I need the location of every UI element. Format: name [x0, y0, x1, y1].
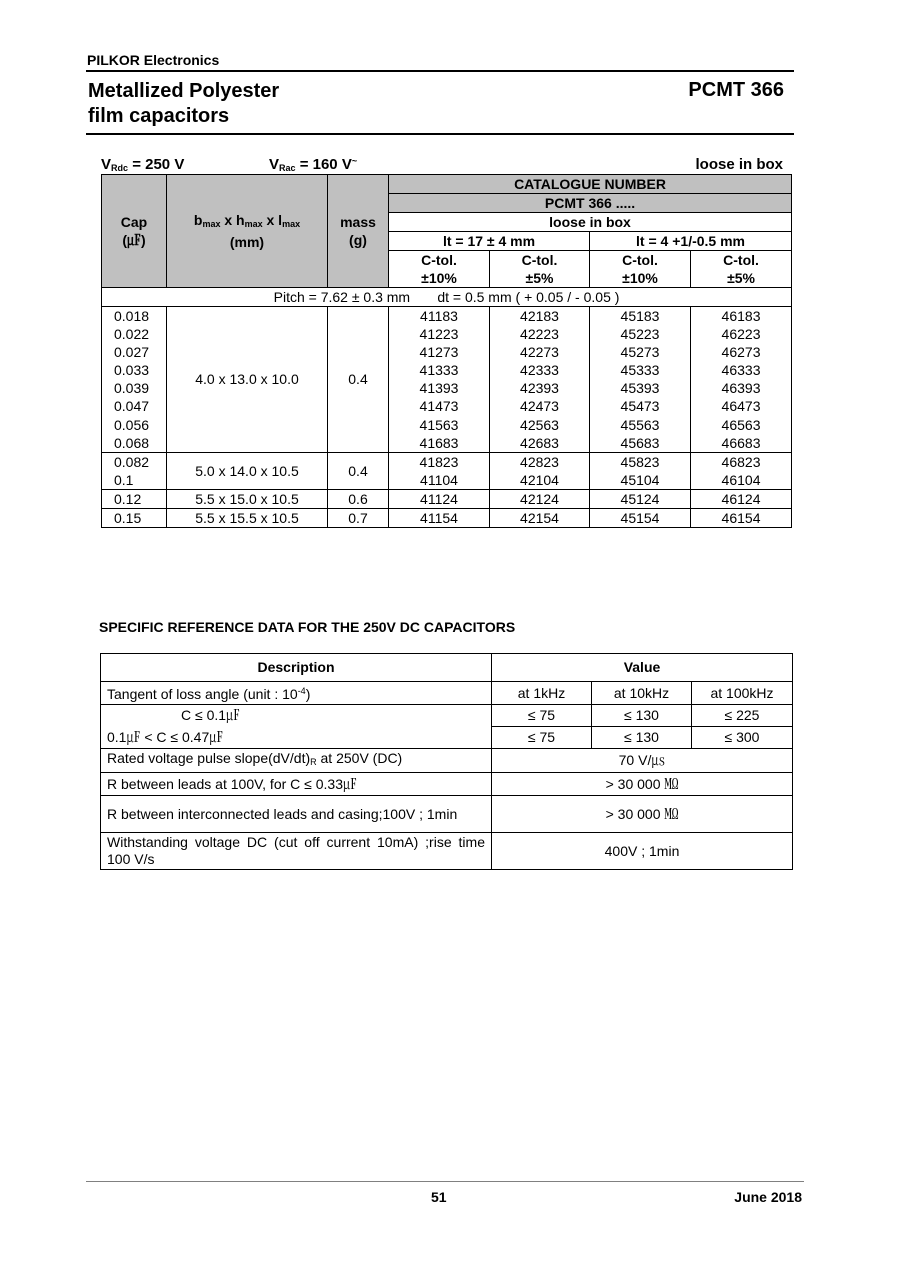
condition-1: C ≤ 0.1㎌	[101, 705, 492, 727]
freq-10khz: at 10kHz	[592, 682, 692, 705]
catalogue-number-cell	[590, 509, 691, 528]
catalogue-number-cell-value: 42154	[520, 510, 559, 527]
catalogue-number-cell-value: 42563	[520, 416, 559, 433]
catalogue-group-row	[102, 489, 792, 508]
catalogue-number-cell-value: 45683	[620, 434, 660, 451]
catalogue-number-cell	[691, 489, 792, 508]
cap-cell-value: 0.12	[114, 490, 142, 507]
withstand-voltage-label: Withstanding voltage DC (cut off current 10mA) ;rise time 100 V/s	[101, 833, 492, 870]
catalogue-number-cell-value: 42823	[520, 453, 559, 470]
catalogue-body	[102, 307, 792, 528]
cap-cell-value: 0.082	[114, 453, 150, 470]
catalogue-number-cell-value: 41223	[419, 326, 459, 343]
cap-cell-value: 0.1	[114, 471, 134, 488]
r-leads-label: R between leads at 100V, for C ≤ 0.33㎌	[101, 773, 492, 796]
tan-value: ≤ 75	[492, 705, 592, 727]
catalogue-number-cell-value: 42223	[520, 326, 559, 343]
catalogue-number-cell	[490, 452, 590, 489]
catalogue-number-cell-value: 46473	[721, 398, 761, 415]
catalogue-number-cell	[590, 307, 691, 453]
pitch-row: Pitch = 7.62 ± 0.3 mm dt = 0.5 mm ( + 0.05 / - 0.05 )	[102, 288, 792, 307]
catalogue-number-cell	[389, 489, 490, 508]
cap-cell-value: 0.022	[114, 326, 150, 343]
catalogue-number-cell-value: 42183	[520, 308, 559, 324]
freq-1khz: at 1kHz	[492, 682, 592, 705]
vrac-rating: $V_{Rac} = 160$ V~	[269, 156, 358, 173]
cap-cell	[102, 452, 167, 489]
series-header: PCMT 366 .....	[389, 194, 792, 213]
tolerance-header: C-tol. ±10%	[389, 251, 490, 288]
catalogue-group-row	[102, 452, 792, 489]
catalogue-number-cell-value: 41563	[419, 416, 459, 433]
title-line-2: film capacitors	[88, 105, 230, 127]
mass-cell: 0.7	[328, 509, 389, 528]
cap-cell-value: 0.056	[114, 416, 150, 433]
tolerance-header: C-tol. ±10%	[590, 251, 691, 288]
catalogue-number-cell	[590, 489, 691, 508]
catalogue-number-cell-value: 45473	[620, 398, 660, 415]
tan-value: ≤ 75	[492, 727, 592, 749]
r-leads-value: > 30 000 ㏁	[492, 773, 793, 796]
catalogue-number-cell-value: 46124	[721, 490, 761, 507]
catalogue-number-cell-value: 46154	[721, 510, 761, 527]
catalogue-number-cell-value: 46273	[721, 344, 761, 361]
cap-cell-value: 0.039	[114, 380, 150, 397]
catalogue-number-cell-value: 46333	[721, 362, 761, 379]
catalogue-number-cell-value: 46104	[721, 471, 761, 488]
catalogue-number-cell	[389, 509, 490, 528]
tolerance-header: C-tol. ±5%	[490, 251, 590, 288]
r-casing-label: R between interconnected leads and casing;100V ; 1min	[101, 796, 492, 833]
catalogue-number-cell-value: 45124	[620, 490, 660, 507]
header-rule-top	[86, 70, 794, 72]
reference-table	[100, 653, 793, 870]
catalogue-group-row	[102, 307, 792, 453]
cap-cell-value: 0.018	[114, 308, 150, 324]
product-code: PCMT 366	[688, 79, 784, 101]
catalogue-number-cell	[490, 307, 590, 453]
description-header: Description	[101, 654, 492, 682]
lead-length-4-header: lt = 4 +1/-0.5 mm	[590, 232, 792, 251]
pulse-slope-value: 70 V/㎲	[492, 749, 793, 773]
mass-cell: 0.6	[328, 489, 389, 508]
catalogue-number-cell-value: 45273	[620, 344, 660, 361]
catalogue-number-cell-value: 46183	[721, 308, 761, 324]
catalogue-number-cell-value: 42473	[520, 398, 559, 415]
mass-cell: 0.4	[328, 452, 389, 489]
tan-value: ≤ 130	[592, 727, 692, 749]
dimensions-cell: 5.0 x 14.0 x 10.5	[167, 452, 328, 489]
catalogue-number-cell-value: 45823	[620, 453, 660, 470]
catalogue-number-cell-value: 45333	[620, 362, 660, 379]
cap-cell-value: 0.047	[114, 398, 150, 415]
catalogue-number-cell-value: 45223	[620, 326, 660, 343]
catalogue-number-header: CATALOGUE NUMBER	[389, 175, 792, 194]
catalogue-number-cell-value: 41393	[419, 380, 459, 397]
withstand-voltage-value: 400V ; 1min	[492, 833, 793, 870]
catalogue-number-cell-value: 41683	[419, 434, 459, 451]
catalogue-number-cell-value: 41104	[420, 471, 458, 488]
catalogue-number-cell-value: 41273	[419, 344, 459, 361]
catalogue-number-cell	[490, 509, 590, 528]
catalogue-number-cell-value: 46223	[721, 326, 761, 343]
cap-cell	[102, 509, 167, 528]
catalogue-number-cell-value: 41124	[420, 490, 458, 507]
tan-value: ≤ 225	[692, 705, 793, 727]
catalogue-number-cell	[389, 452, 490, 489]
catalogue-number-cell-value: 41823	[419, 453, 459, 470]
mass-cell: 0.4	[328, 307, 389, 453]
catalogue-number-cell-value: 42683	[520, 434, 559, 451]
document-title	[88, 79, 279, 129]
cap-cell-value: 0.033	[114, 362, 150, 379]
catalogue-number-cell-value: 41473	[419, 398, 459, 415]
catalogue-number-cell-value: 45393	[620, 380, 660, 397]
cap-cell	[102, 307, 167, 453]
catalogue-number-cell	[691, 509, 792, 528]
catalogue-number-cell-value: 42333	[520, 362, 559, 379]
tolerance-header: C-tol. ±5%	[691, 251, 792, 288]
cap-cell-value: 0.027	[114, 344, 150, 361]
catalogue-number-cell-value: 42104	[520, 471, 559, 488]
cap-cell-value: 0.068	[114, 434, 150, 451]
catalogue-number-cell-value: 46393	[721, 380, 761, 397]
catalogue-number-cell-value: 42393	[520, 380, 559, 397]
catalogue-number-cell-value: 41154	[420, 510, 458, 527]
dimensions-cell: 5.5 x 15.5 x 10.5	[167, 509, 328, 528]
pulse-slope-label: Rated voltage pulse $slope(dV/dt)_R$ at 250V (DC)	[101, 749, 492, 773]
dimensions-cell: 4.0 x 13.0 x 10.0	[167, 307, 328, 453]
cap-cell	[102, 489, 167, 508]
header-rule-bottom	[86, 133, 794, 135]
catalogue-number-cell-value: 45104	[620, 471, 660, 488]
dimensions-cell: 5.5 x 15.0 x 10.5	[167, 489, 328, 508]
catalogue-number-cell-value: 45183	[620, 308, 660, 324]
packaging-header: loose in box	[389, 213, 792, 232]
dimensions-header: $b_{max}$ x $h_{max}$ x $l_{max}$ (mm)	[167, 175, 328, 288]
footer-rule	[86, 1181, 804, 1182]
vrdc-rating: $V_{Rdc} = 250$ V	[101, 156, 185, 173]
packaging-label: loose in box	[695, 156, 783, 173]
catalogue-number-cell-value: 45563	[620, 416, 660, 433]
catalogue-group-row	[102, 509, 792, 528]
catalogue-number-cell	[590, 452, 691, 489]
catalogue-number-cell-value: 42273	[520, 344, 559, 361]
catalogue-number-cell	[389, 307, 490, 453]
catalogue-number-cell-value: 46823	[721, 453, 761, 470]
tangent-loss-label: Tangent of loss angle (unit : $10^{-4}$)	[101, 682, 492, 705]
page-number: 51	[431, 1189, 447, 1205]
catalogue-table	[101, 174, 792, 528]
catalogue-number-cell	[691, 307, 792, 453]
r-casing-value: > 30 000 ㏁	[492, 796, 793, 833]
company-name: PILKOR Electronics	[87, 52, 220, 68]
catalogue-number-cell-value: 41183	[420, 308, 458, 324]
freq-100khz: at 100kHz	[692, 682, 793, 705]
catalogue-number-cell-value: 46683	[721, 434, 761, 451]
catalogue-number-cell	[490, 489, 590, 508]
reference-section-title: SPECIFIC REFERENCE DATA FOR THE 250V DC CAPACITORS	[99, 619, 516, 635]
cap-header: Cap (㎌)	[102, 175, 167, 288]
title-line-1: Metallized Polyester	[88, 80, 280, 102]
catalogue-number-cell-value: 46563	[721, 416, 761, 433]
tan-value: ≤ 300	[692, 727, 793, 749]
catalogue-number-cell-value: 45154	[620, 510, 660, 527]
cap-cell-value: 0.15	[114, 510, 142, 527]
tan-value: ≤ 130	[592, 705, 692, 727]
catalogue-number-cell-value: 42124	[520, 490, 559, 507]
publication-date: June 2018	[734, 1189, 802, 1205]
mass-header: mass (g)	[328, 175, 389, 288]
lead-length-17-header: lt = 17 ± 4 mm	[389, 232, 590, 251]
catalogue-number-cell-value: 41333	[419, 362, 459, 379]
condition-2: 0.1㎌ < C ≤ 0.47㎌	[101, 727, 492, 749]
catalogue-number-cell	[691, 452, 792, 489]
value-header: Value	[492, 654, 793, 682]
